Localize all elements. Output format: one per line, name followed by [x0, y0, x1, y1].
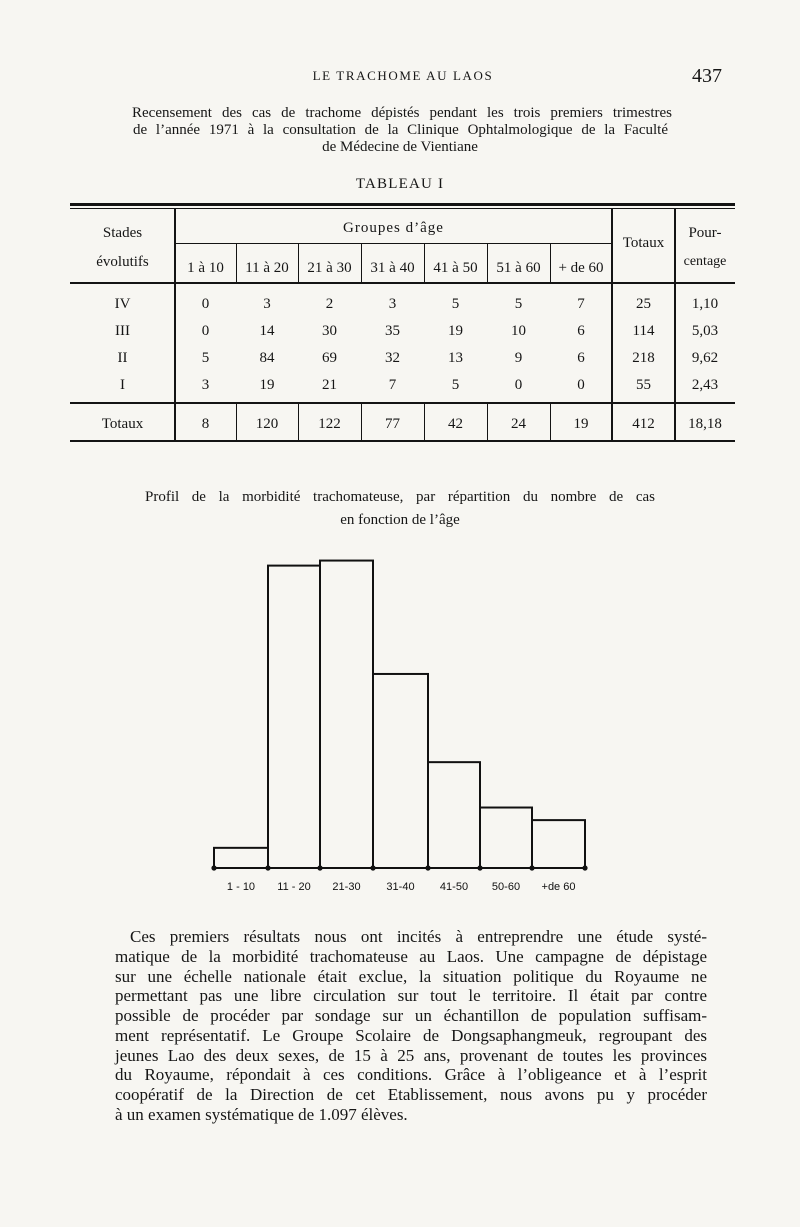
baseline-dot [317, 865, 322, 870]
baseline-dot [425, 865, 430, 870]
table-bottom-rule [70, 440, 735, 442]
histogram-bar [480, 808, 532, 868]
table-cell: 30 [322, 323, 337, 339]
table-cell: 5 [451, 377, 460, 393]
x-tick-label: 41-50 [439, 880, 469, 893]
stage-header: Stades [102, 225, 143, 241]
x-tick-label: +de 60 [541, 880, 576, 893]
table-cell: 3 [388, 296, 397, 312]
totals-cell: 24 [511, 416, 526, 432]
table-cell: 5 [201, 350, 210, 366]
table-cell: 19 [259, 377, 275, 393]
histogram-chart [0, 540, 800, 900]
totals-cell: 19 [573, 416, 589, 432]
table-top-rule [70, 203, 735, 206]
x-tick-label: 31-40 [386, 880, 415, 893]
table-caption-line: Recensement des cas de trachome dépistés pendant les trois premiers trimestres [132, 105, 672, 121]
body-line: du Royaume, répondait à ces conditions. Grâce à l’obligeance et à l’esprit [115, 1065, 707, 1084]
age-group-label: 31 à 40 [370, 260, 415, 276]
stage-label: II [117, 350, 128, 366]
row-percent: 9,62 [691, 350, 719, 366]
table-cell: 5 [514, 296, 523, 312]
body-line: coopératif de la Direction de cet Etablissement, nous avons pu y procéder [115, 1085, 707, 1104]
histogram-bar [428, 762, 480, 868]
grand-total: 412 [632, 416, 655, 432]
x-tick-label: 1 - 10 [226, 880, 256, 893]
table-cell: 0 [201, 296, 210, 312]
age-group-label: 21 à 30 [307, 260, 352, 276]
table-title: TABLEAU I [355, 176, 445, 192]
age-group-label: 51 à 60 [496, 260, 541, 276]
histogram-bar [373, 674, 428, 868]
histogram-bar [214, 848, 268, 868]
stage-label: IV [114, 296, 131, 312]
x-tick-label: 50-60 [491, 880, 521, 893]
table-cell: 0 [201, 323, 210, 339]
table-cell: 69 [322, 350, 337, 366]
histogram-bar [320, 561, 373, 868]
table-cell: 84 [259, 350, 275, 366]
age-group-label: 41 à 50 [433, 260, 478, 276]
row-total: 25 [636, 296, 651, 312]
row-total: 114 [632, 323, 655, 339]
row-total: 55 [636, 377, 651, 393]
table-cell: 19 [448, 323, 463, 339]
baseline-dot [265, 865, 270, 870]
table-cell: 7 [577, 296, 585, 312]
row-percent: 1,10 [691, 296, 719, 312]
percent-header: centage [683, 254, 727, 269]
body-line: Ces premiers résultats nous ont incités à entreprendre une étude systé- [130, 927, 707, 946]
totals-header: Totaux [622, 235, 665, 251]
table-cell: 13 [448, 350, 463, 366]
figure-caption-line: en fonction de l’âge [340, 512, 460, 528]
body-line: à un examen systématique de 1.097 élèves. [115, 1105, 408, 1124]
baseline-dot [370, 865, 375, 870]
table-cell: 21 [322, 377, 337, 393]
table-cell: 14 [259, 323, 275, 339]
age-group-label: 11 à 20 [245, 260, 289, 276]
baseline-dot [529, 865, 534, 870]
baseline-dot [477, 865, 482, 870]
table-cell: 35 [385, 323, 400, 339]
stage-label: III [115, 323, 130, 339]
table-cell: 2 [325, 296, 334, 312]
body-line: sur une échelle nationale était exclue, la situation politique du Royaume ne [115, 967, 707, 986]
histogram-bar [268, 566, 320, 868]
body-line: possible de procéder par sondage sur un échantillon de population suffisam- [115, 1006, 707, 1025]
table-cell: 5 [451, 296, 460, 312]
totals-cell: 42 [448, 416, 463, 432]
body-line: ment représentatif. Le Groupe Scolaire de Dongsaphangmeuk, regroupant des [115, 1026, 707, 1045]
totals-cell: 77 [385, 416, 400, 432]
table-top-rule [70, 208, 735, 209]
page-number: 437 [692, 65, 722, 87]
running-title: LE TRACHOME AU LAOS [312, 68, 494, 83]
table-cell: 10 [511, 323, 526, 339]
x-tick-label: 21-30 [332, 880, 361, 893]
table-cell: 0 [514, 377, 523, 393]
baseline-dot [582, 865, 587, 870]
totals-row-label: Totaux [101, 416, 144, 432]
totals-cell: 8 [201, 416, 210, 432]
table-cell: 0 [577, 377, 585, 393]
header-bottom-rule [70, 282, 735, 284]
table-cell: 6 [577, 323, 585, 339]
table-caption-line: de l’année 1971 à la consultation de la Clinique Ophtalmologique de la Faculté [133, 122, 668, 138]
totals-cell: 120 [255, 416, 279, 432]
table-cell: 3 [263, 296, 271, 312]
stage-label: I [120, 377, 125, 393]
age-group-header: Groupes d’âge [343, 220, 444, 236]
body-line: matique de la morbidité trachomateuse au Laos. Une campagne de dépistage [115, 947, 707, 966]
age-group-label: + de 60 [558, 260, 604, 276]
row-percent: 5,03 [691, 323, 719, 339]
grand-percent: 18,18 [688, 416, 722, 432]
totals-cell: 122 [318, 416, 341, 432]
histogram-bar [532, 820, 585, 868]
table-cell: 9 [514, 350, 523, 366]
baseline-dot [211, 865, 216, 870]
totals-top-rule [70, 402, 735, 404]
figure-caption-line: Profil de la morbidité trachomateuse, par répartition du nombre de cas [145, 489, 655, 505]
age-group-label: 1 à 10 [187, 260, 224, 276]
table-cell: 32 [385, 350, 400, 366]
stage-header: évolutifs [96, 254, 149, 270]
group-header-rule [175, 243, 612, 244]
percent-header: Pour- [688, 225, 722, 241]
row-total: 218 [632, 350, 655, 366]
table-caption-line: de Médecine de Vientiane [322, 139, 478, 155]
table-cell: 7 [388, 377, 397, 393]
body-line: permettant pas une libre circulation sur tout le territoire. Il était par contre [115, 986, 707, 1005]
table-cell: 6 [577, 350, 585, 366]
x-tick-label: 11 - 20 [277, 880, 311, 893]
table-cell: 3 [201, 377, 210, 393]
body-line: jeunes Lao des deux sexes, de 15 à 25 ans, provenant de toutes les provinces [115, 1046, 707, 1065]
row-percent: 2,43 [691, 377, 719, 393]
